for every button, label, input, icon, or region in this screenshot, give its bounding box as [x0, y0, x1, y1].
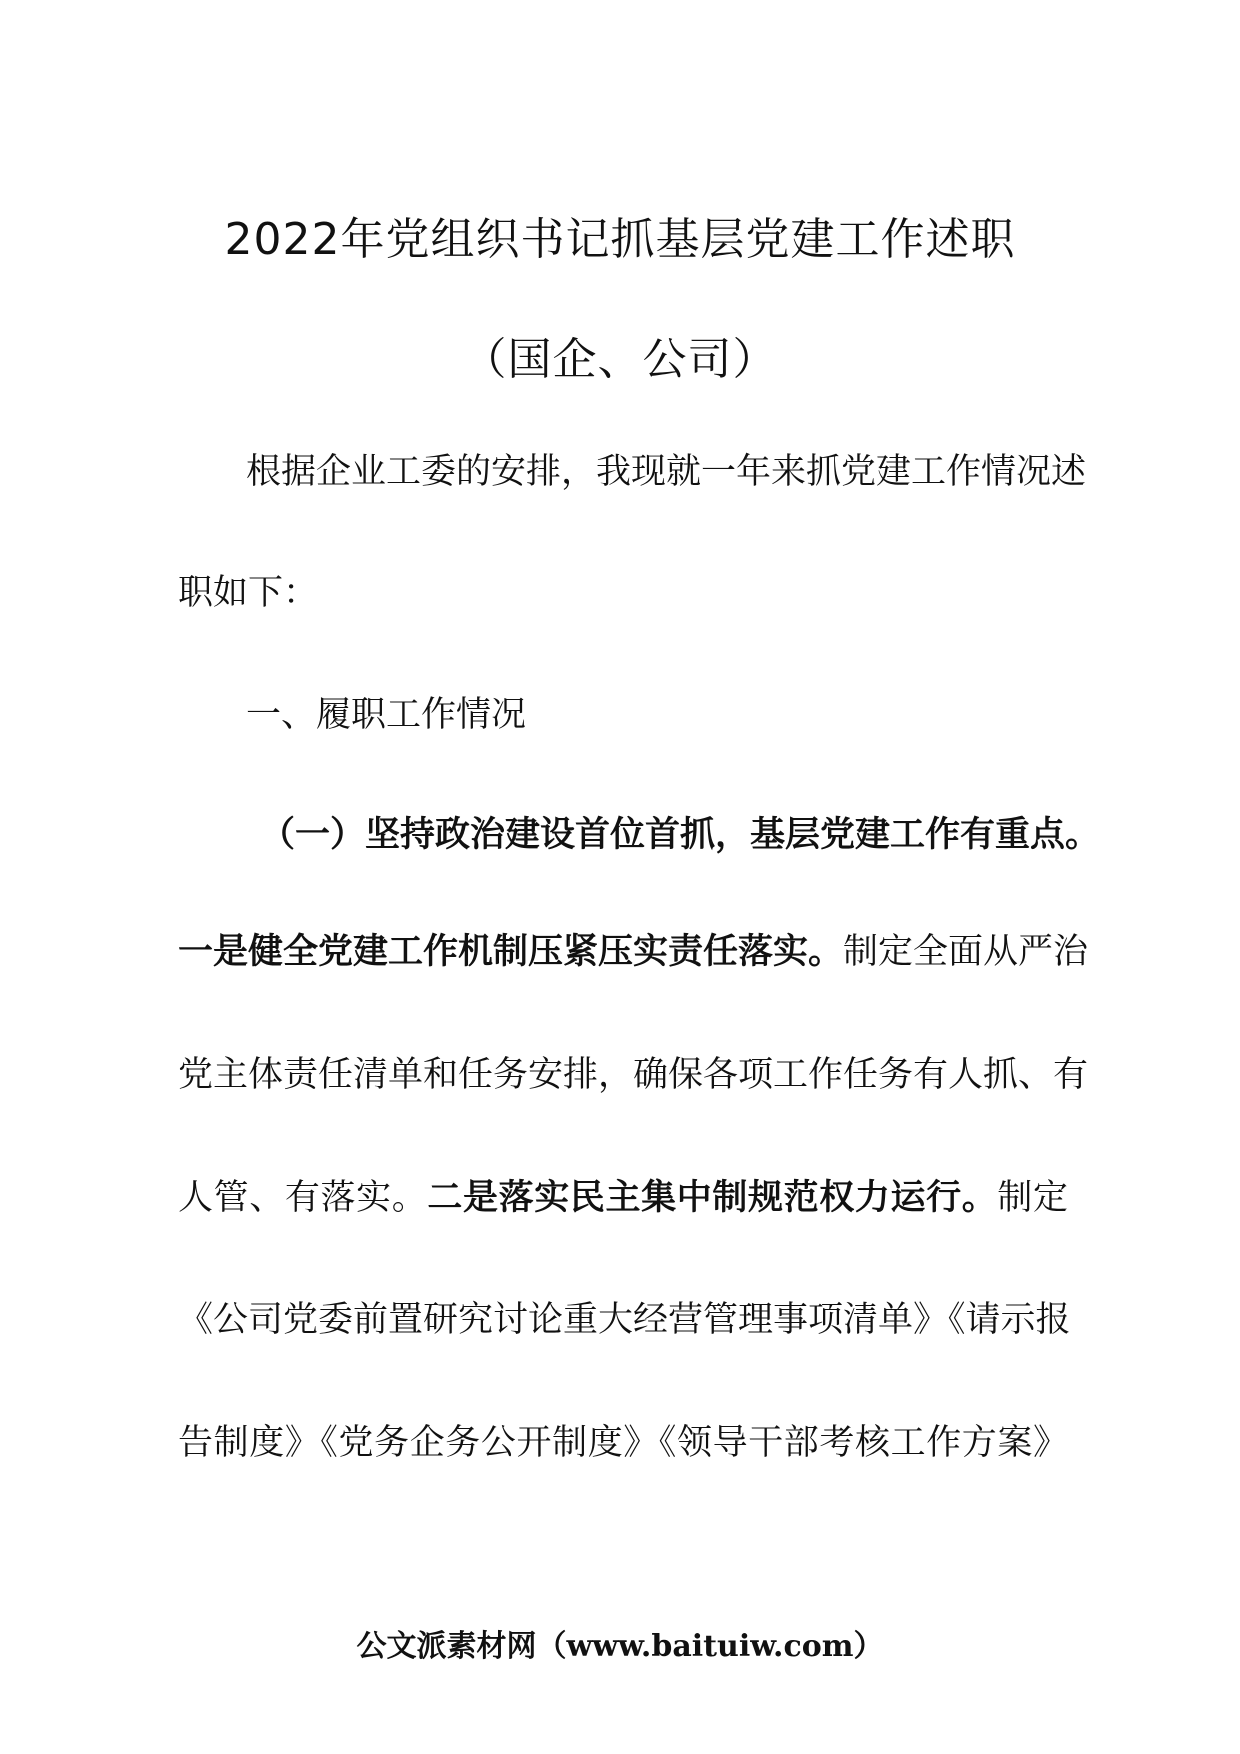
body-paragraph-line-5: 告制度》《党务企务公开制度》《领导干部考核工作方案》	[178, 1423, 1068, 1463]
point-one-heading: 一是健全党建工作机制压紧压实责任落实。	[178, 932, 844, 972]
body-text: 制定全面从严治	[843, 932, 1089, 972]
footer-watermark: 公文派素材网（www.baituiw.com）	[356, 1629, 884, 1664]
subsection-heading: （一）坚持政治建设首位首抓，基层党建工作有重点。	[260, 815, 1101, 855]
section-heading: 一、履职工作情况	[246, 695, 527, 735]
intro-paragraph-line-2: 职如下：	[178, 573, 319, 613]
intro-paragraph-line-1: 根据企业工委的安排，我现就一年来抓党建工作情况述	[246, 452, 1087, 492]
body-paragraph-line-4: 《公司党委前置研究讨论重大经营管理事项清单》《请示报	[178, 1300, 1071, 1340]
body-paragraph-line-2: 党主体责任清单和任务安排，确保各项工作任务有人抓、有	[178, 1055, 1089, 1095]
body-paragraph-line-3	[178, 1173, 1068, 1223]
document-title: 2022年党组织书记抓基层党建工作述职	[224, 214, 1016, 265]
body-paragraph-line-1	[178, 927, 1089, 977]
point-two-heading: 二是落实民主集中制规范权力运行。	[427, 1178, 998, 1218]
body-text: 人管、有落实。	[178, 1178, 428, 1218]
document-subtitle: （国企、公司）	[462, 334, 778, 385]
body-text: 制定	[997, 1178, 1068, 1218]
